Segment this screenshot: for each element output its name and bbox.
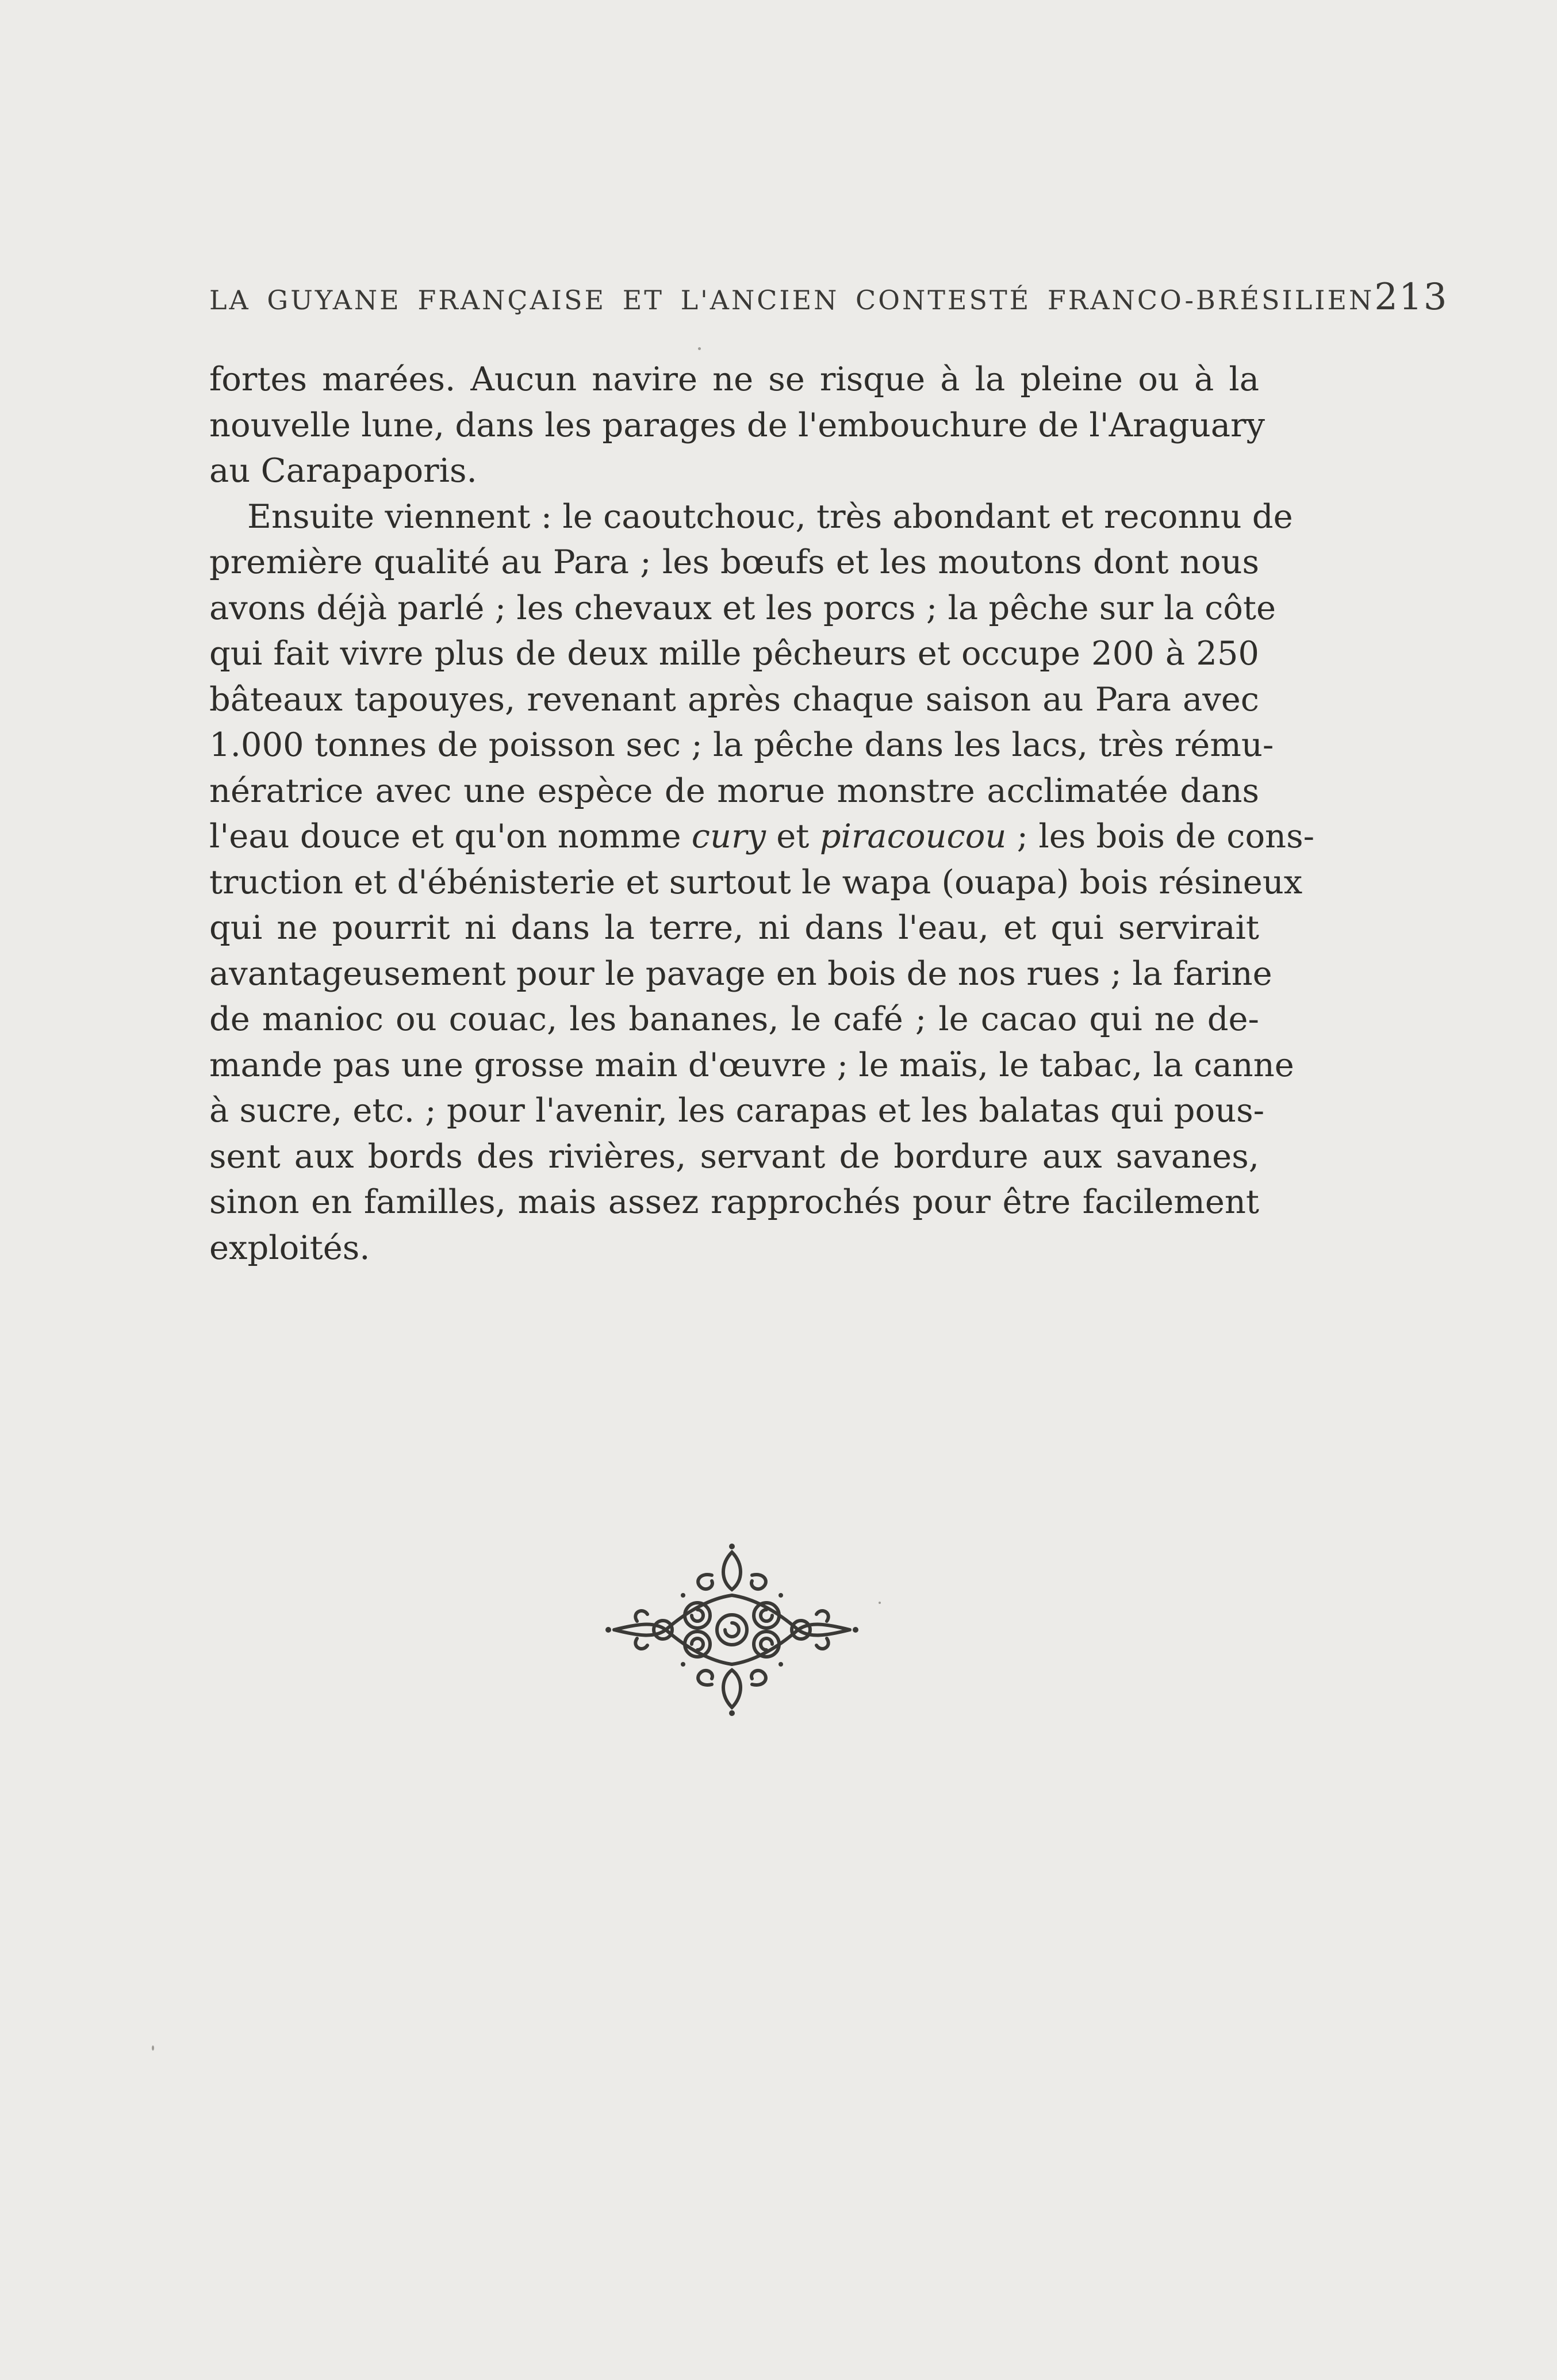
page-number: 213 <box>1374 276 1448 318</box>
text-line: de manioc ou couac, les bananes, le café ; le cacao qui ne de- <box>209 1000 1259 1038</box>
text-line: nouvelle lune, dans les parages de l'embouchure de l'Araguary <box>209 405 1265 444</box>
text-line: bâteaux tapouyes, revenant après chaque saison au Para avec <box>209 680 1259 719</box>
text-segment: et <box>766 817 820 855</box>
body-text <box>209 356 1315 1270</box>
text-line: première qualité au Para ; les bœufs et les moutons dont nous <box>209 543 1259 581</box>
text-line: au Carapaporis. <box>209 451 477 490</box>
text-line: sent aux bords des rivières, servant de bordure aux savanes, <box>209 1137 1259 1176</box>
text-line: avantageusement pour le pavage en bois de nos rues ; la farine <box>209 954 1272 993</box>
text-line-with-italics <box>209 813 1315 859</box>
text-line: truction et d'ébénisterie et surtout le wapa (ouapa) bois résineux <box>209 862 1303 901</box>
text-line: à sucre, etc. ; pour l'avenir, les carapas et les balatas qui pous- <box>209 1091 1265 1130</box>
text-line: 1.000 tonnes de poisson sec ; la pêche dans les lacs, très rému- <box>209 725 1274 764</box>
text-line: qui fait vivre plus de deux mille pêcheurs et occupe 200 à 250 <box>209 634 1259 673</box>
italic-term-piracoucou: piracoucou <box>819 817 1007 855</box>
running-title: LA GUYANE FRANÇAISE ET L'ANCIEN CONTESTÉ FRANCO-BRÉSILIEN <box>209 285 1375 316</box>
text-line: sinon en familles, mais assez rapprochés pour être facilement <box>209 1183 1259 1221</box>
text-line: mande pas une grosse main d'œuvre ; le maïs, le tabac, la canne <box>209 1045 1294 1084</box>
running-head <box>209 276 1448 328</box>
italic-term-cury: cury <box>691 817 766 855</box>
text-line: nératrice avec une espèce de morue monstre acclimatée dans <box>209 771 1259 810</box>
text-line: qui ne pourrit ni dans la terre, ni dans l'eau, et qui servirait <box>209 908 1259 947</box>
text-line: exploités. <box>209 1228 370 1267</box>
paragraph-start-line: Ensuite viennent : le caoutchouc, très abondant et reconnu de <box>247 497 1293 536</box>
text-segment: l'eau douce et qu'on nomme <box>209 817 692 855</box>
fleuron-icon <box>603 1541 861 1719</box>
text-segment: ; les bois de cons- <box>1006 817 1315 855</box>
text-line: avons déjà parlé ; les chevaux et les porcs ; la pêche sur la côte <box>209 588 1276 627</box>
text-line: fortes marées. Aucun navire ne se risque à la pleine ou à la <box>209 360 1259 398</box>
